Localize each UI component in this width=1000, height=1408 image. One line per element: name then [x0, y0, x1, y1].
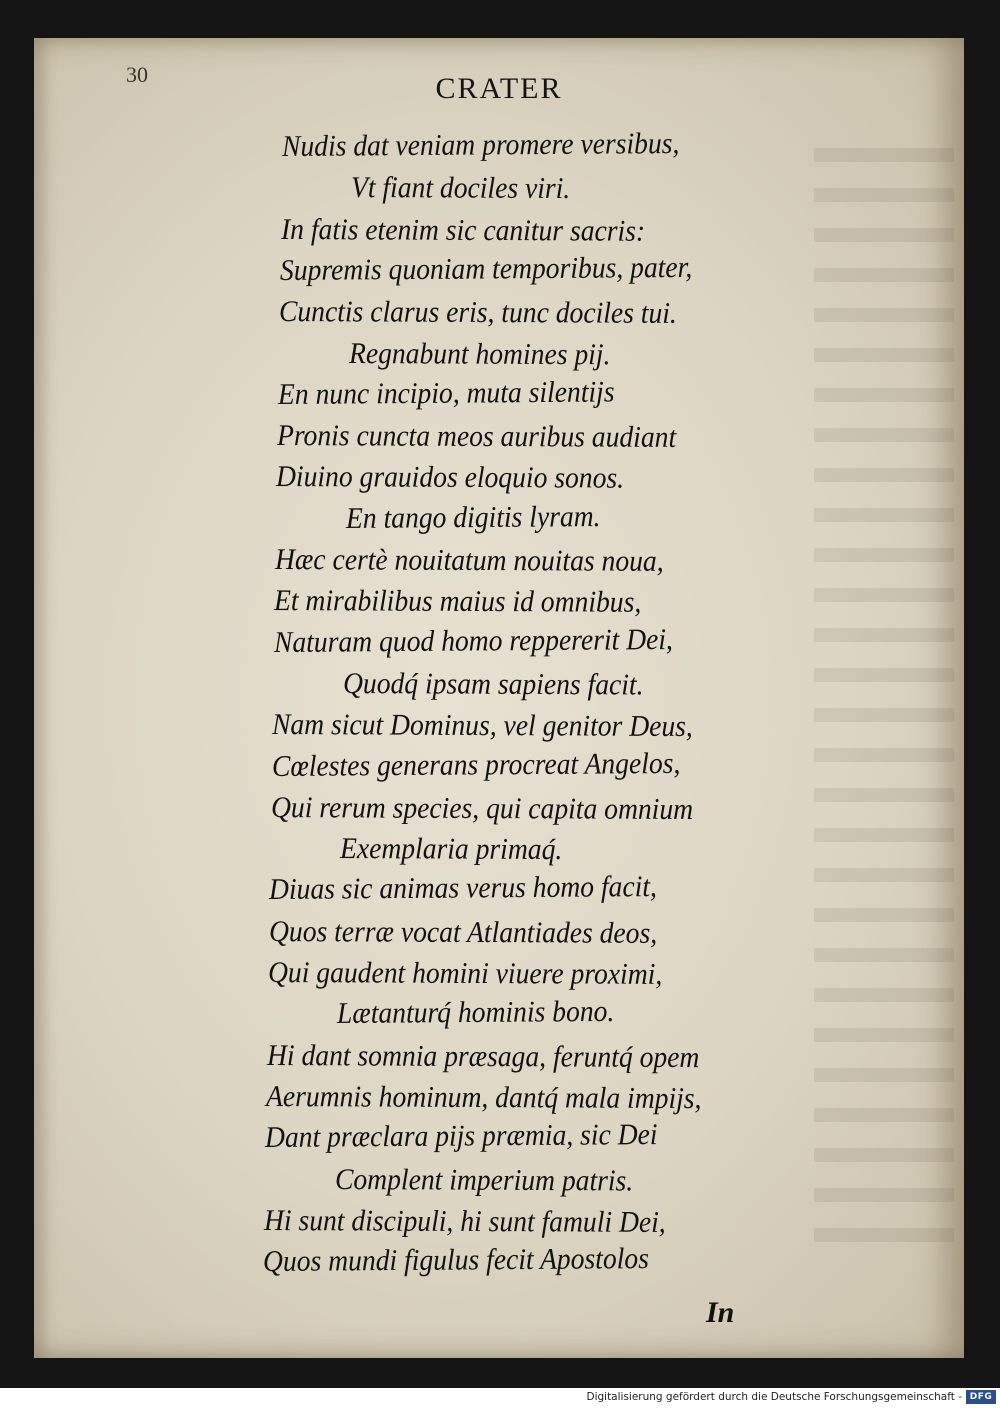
- verse-line: Supremis quoniam temporibus, pater,: [279, 250, 693, 287]
- verse-line: Quos terræ vocat Atlantiades deos,: [268, 914, 657, 950]
- verse-line: Et mirabilibus maius id omnibus,: [274, 584, 642, 620]
- verse-line: Hi dant somnia præsaga, feruntq́ opem: [266, 1038, 700, 1074]
- verse-line-indented: Complent imperium patris.: [334, 1162, 633, 1197]
- verse-line: Nam sicut Dominus, vel genitor Deus,: [272, 708, 694, 744]
- dfg-logo: DFG: [966, 1390, 996, 1404]
- verse-line: Diuas sic animas verus homo facit,: [269, 870, 658, 907]
- verse-line: Qui rerum species, qui capita omnium: [270, 790, 693, 826]
- book-page: [34, 38, 964, 1358]
- verse-line-indented: Vt fiant dociles viri.: [351, 171, 571, 206]
- verse-line: Cœlestes generans procreat Angelos,: [271, 746, 680, 783]
- verse-line-indented: Regnabunt homines pij.: [348, 336, 610, 371]
- verse-line: Qui gaudent homini viuere proximi,: [267, 956, 663, 991]
- verse-line-indented: En tango digitis lyram.: [345, 499, 601, 535]
- verse-line: En nunc incipio, muta silentijs: [277, 375, 615, 411]
- verse-line-indented: Quodq́ ipsam sapiens facit.: [342, 666, 644, 702]
- verse-line: Cunctis clarus eris, tunc dociles tui.: [279, 295, 678, 331]
- verse-line-indented: Exemplaria primaq́.: [340, 832, 563, 867]
- verse-line: Nudis dat veniam promere versibus,: [281, 126, 680, 163]
- verse-line: Pronis cuncta meos auribus audiant: [277, 419, 677, 454]
- verse-block: [34, 38, 964, 1358]
- verse-line: In fatis etenim sic canitur sacris:: [280, 212, 645, 248]
- running-head: CRATER: [435, 72, 563, 105]
- verse-line: Aerumnis hominum, dantq́ mala impijs,: [265, 1079, 702, 1115]
- verse-line: Hæc certè nouitatum nouitas noua,: [274, 543, 664, 578]
- verse-line-indented: Lætanturq́ hominis bono.: [337, 995, 615, 1031]
- verse-line: Diuino grauidos eloquio sonos.: [276, 460, 625, 496]
- verse-line: Hi sunt discipuli, hi sunt famuli Dei,: [263, 1203, 666, 1239]
- verse-line: Quos mundi figulus fecit Apostolos: [262, 1242, 650, 1279]
- catchword: In: [706, 1296, 735, 1329]
- verse-line: Dant præclara pijs præmia, sic Dei: [265, 1118, 658, 1155]
- footer-bar: [0, 1388, 1000, 1408]
- page-number: 30: [126, 62, 148, 87]
- verse-line: Naturam quod homo reppererit Dei,: [273, 622, 673, 659]
- footer-credit: Digitalisierung gefördert durch die Deutsche Forschungsgemeinschaft -: [586, 1391, 962, 1403]
